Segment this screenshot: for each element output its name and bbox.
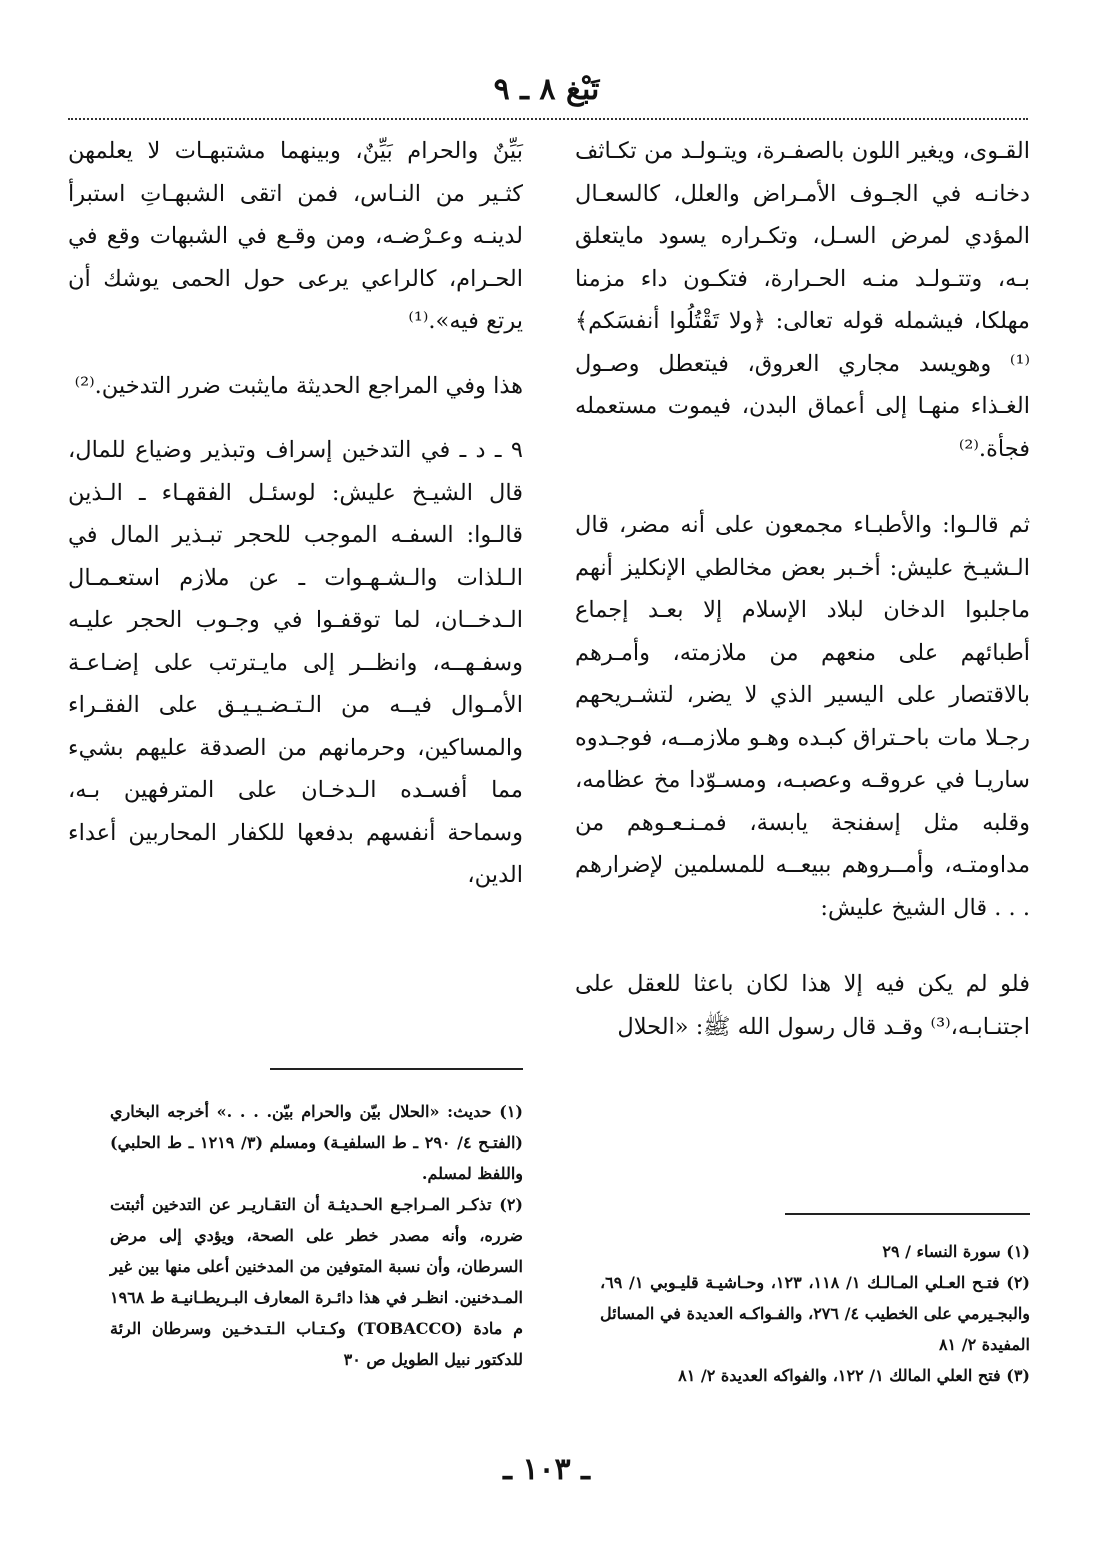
footnote: (٢) تذكـر المـراجـع الحـديثـة أن التقـاريـر عن التدخين أثبتت ضرره، وأنه مصدر خطر على الصحة، ويؤدي إلى مرض السرطان، وأن نسبة المتوفين من المدخنين أعلى منها بين غير المـدخنين. انظـر في هذا دائـرة المعارف البـريطـانيـة ط ١٩٦٨ م مادة (TOBACCO) وكـتـاب الـتـدخـين وسرطان الرئة للدكتور نبيل الطويل ص ٣٠ bbox=[110, 1195, 523, 1369]
footnotes-left bbox=[110, 1096, 523, 1375]
footnote-divider bbox=[785, 1213, 1030, 1215]
footnote-divider bbox=[270, 1068, 523, 1070]
body-paragraph: بَيِّنٌ والحرام بَيِّنٌ، وبينهما مشتبهـات لا يعلمهن كثـير من النـاس، فمن اتقى الشبهـاتِ استبرأ لدينـه وعـرْضـه، ومن وقـع في الشبهات وقع في الحـرام، كالراعي يرعى حول الحمى يوشك أن يرتع فيه».⁽¹⁾ bbox=[68, 138, 523, 334]
footnote: (٣) فتح العلي المالك ١/ ١٢٢، والفواكه العديدة ٢/ ٨١ bbox=[678, 1366, 1030, 1385]
footnote: (٢) فتـح العـلي المـالـك ١/ ١١٨، ١٢٣، وحـاشيـة قليـوبي ١/ ٦٩، والبجـيرمي على الخطيب ٤/ ٢٧٦، والفـواكـه العديدة في المسائل المفيدة ٢/ ٨١ bbox=[600, 1273, 1031, 1354]
body-paragraph: ٩ ـ د ـ في التدخين إسراف وتبذير وضياع للمال، قال الشيـخ عليش: لوسئـل الفقهـاء ـ الـذين قالـوا: السفـه الموجب للحجر تبـذير المال في الـلذات والـشـهـوات ـ عن ملازم استعـمـال الـدخــان، لما توقفـوا في وجـوب الحجر عليـه وسفـهــه، وانظــر إلى مايـترتب على إضـاعـة الأمـوال فيــه من الـتـضـيـيـق على الفقـراء والمساكين، وحرمانهم من الصدقة عليهم بشيء مما أفسـده الـدخـان على المترفهين بـه، وسماحة أنفسهم بدفعها للكفار المحاربين أعداء الدين، bbox=[68, 437, 523, 888]
page-number: ـ ١٠٣ ـ bbox=[503, 1452, 590, 1487]
body-paragraph: ثم قالـوا: والأطبـاء مجمعون على أنه مضر، قال الـشيـخ عليش: أخـبر بعض مخالطي الإنكليز أنهم ماجلبوا الدخان لبلاد الإسلام إلا بعـد إجماع أطبائهم على منعهم من ملازمته، وأمـرهم بالاقتصار على اليسير الذي لا يضر، لتشـريحهم رجـلا مات باحـتراق كبـده وهـو ملازمــه، فوجـدوه ساريـا في عروقـه وعصبـه، ومسـوّدا مخ عظامه، وقلبه مثل إسفنجة يابسة، فمـنـعـوهم من مداومتـه، وأمــروهم ببيعــه للمسلمين لإضرارهم . . . قال الشيخ عليش: bbox=[575, 512, 1030, 921]
footnotes-right bbox=[600, 1236, 1030, 1391]
footnote: (١) سورة النساء / ٢٩ bbox=[882, 1242, 1030, 1261]
body-paragraph: هذا وفي المراجع الحديثة مايثبت ضرر التدخين.⁽²⁾ bbox=[74, 372, 523, 399]
body-paragraph: فلو لم يكن فيه إلا هذا لكان باعثا للعقل على اجتنـابـه،⁽³⁾ وقـد قال رسول الله ﷺ: «الحلال bbox=[575, 971, 1030, 1040]
running-header: تَبْغ ٨ ـ ٩ bbox=[493, 72, 600, 107]
header-divider bbox=[68, 118, 1028, 120]
body-paragraph: القـوى، ويغير اللون بالصفـرة، ويتـولـد من تكـاثف دخانـه في الجـوف الأمـراض والعلل، كالسعـال المؤدي لمرض السـل، وتكـراره يسود مايتعلق بـه، وتتـولـد منـه الحـرارة، فتكـون داء مزمنا مهلكا، فيشمله قوله تعالى: ﴿ولا تَقْتُلُوا أنفسَكم﴾⁽¹⁾ وهويسد مجاري العروق، فيتعطل وصـول الغـذاء منهـا إلى أعماق البدن، فيموت مستعمله فجأة.⁽²⁾ bbox=[575, 138, 1030, 462]
footnote: (١) حديث: «الحلال بيّن والحرام بيّن. . . .» أخرجه البخاري (الفتـح ٤/ ٢٩٠ ـ ط السلفيـة) ومسلم (٣/ ١٢١٩ ـ ط الحلبي) واللفظ لمسلم. bbox=[110, 1102, 524, 1183]
left-column bbox=[68, 130, 523, 897]
right-column bbox=[575, 130, 1030, 1048]
